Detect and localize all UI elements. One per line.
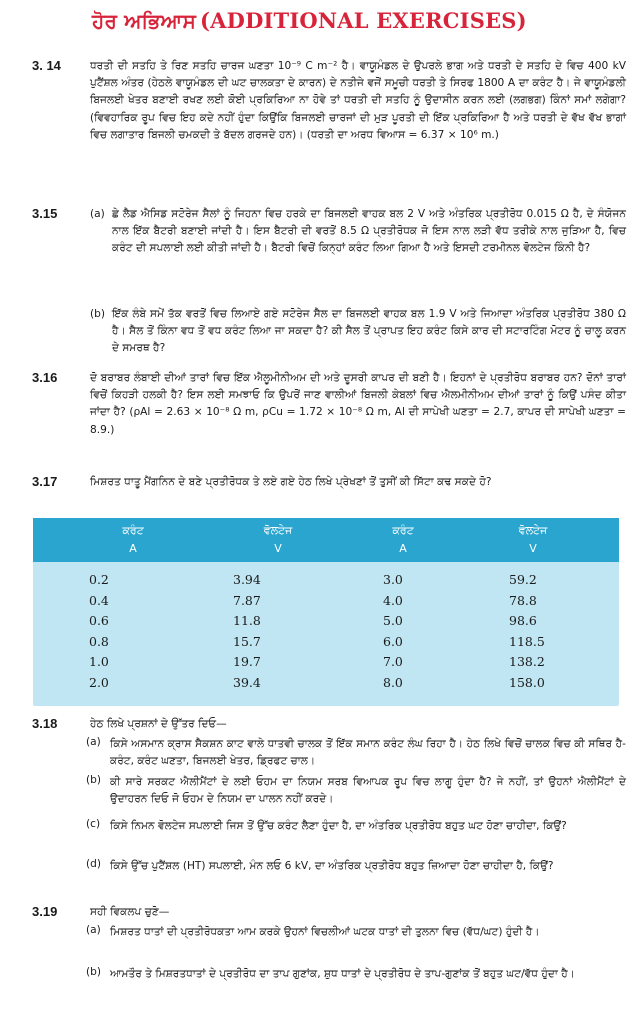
exercise-3-16 xyxy=(0,370,638,470)
exercise-number: 3.19 xyxy=(32,904,58,919)
table-cell: 118.5 xyxy=(509,633,545,649)
current-column-2 xyxy=(383,570,403,693)
header-voltage-1: ਵੋਲਟੇਜ V xyxy=(263,524,293,555)
exercise-text: ਮਿਸ਼ਰਤ ਧਾਤੂ ਮੈਂਗਨਿਨ ਦੇ ਬਣੇ ਪ੍ਰਤੀਰੋਧਕ ਤੇ ਲਏ ਗਏ ਹੇਠ ਲਿਖੇ ਪ੍ਰੇਖਣਾਂ ਤੋਂ ਤੁਸੀਂ ਕੀ ਸਿੱਟਾ ਕਢ ਸਕਦੇ ਹੋ? xyxy=(90,476,492,488)
table-cell: 7.0 xyxy=(383,654,403,669)
table-cell: 15.7 xyxy=(233,633,261,649)
table-cell: 3.94 xyxy=(233,572,261,587)
exercise-number: 3.18 xyxy=(32,716,58,731)
header-voltage-2: ਵੋਲਟੇਜ V xyxy=(518,524,548,555)
table-cell: 0.2 xyxy=(89,572,109,587)
exercise-3-19 xyxy=(0,904,638,1014)
table-cell: 39.4 xyxy=(233,674,261,690)
table-cell: 1.0 xyxy=(89,654,109,669)
voltage-column-1 xyxy=(233,570,261,693)
part-b-label: (b) xyxy=(86,774,101,786)
header-current-2: ਕਰੰਟ A xyxy=(392,524,414,555)
table-cell: 19.7 xyxy=(233,654,261,669)
exercise-3-17 xyxy=(0,474,638,514)
exercise-intro: ਸਹੀ ਵਿਕਲਪ ਚੁਣੋ— xyxy=(90,906,170,918)
table-cell: 3.0 xyxy=(383,572,403,587)
table-cell: 0.8 xyxy=(89,633,109,649)
part-a-label: (a) xyxy=(86,924,101,936)
heading-punjabi: ਹੋਰ ਅਭਿਆਸ xyxy=(92,9,197,33)
observation-table xyxy=(33,518,619,706)
part-a-label: (a) xyxy=(86,736,101,748)
part-b-label: (b) xyxy=(86,966,101,978)
table-cell: 78.8 xyxy=(509,592,537,608)
exercise-text: ਦੋ ਬਰਾਬਰ ਲੰਬਾਈ ਦੀਆਂ ਤਾਰਾਂ ਵਿਚ ਇੱਕ ਐਲੂਮੀਨੀਅਮ ਦੀ ਅਤੇ ਦੂਸਰੀ ਕਾਪਰ ਦੀ ਬਣੀ ਹੈ। ਇਹਨਾਂ ਦੇ ਪ੍ਰਤੀਰੋਧ ਬਰਾਬਰ ਹਨ? ਦੋਨਾਂ ਤਾਰਾਂ ਵਿਚੋਂ ਕਿਹੜੀ ਹਲਕੀ ਹੈ? ਇਸ ਲਈ ਸਮਝਾਓ ਕਿ ਉਪਰੋਂ ਜਾਣ ਵਾਲੀਆਂ ਬਿਜਲੀ ਕੇਬਲਾਂ ਵਿਚ ਐਲਮੀਨੀਅਮ ਦੀਆਂ ਤਾਰਾਂ ਨੂੰ ਕਿਉਂ ਪਸੰਦ ਕੀਤਾ ਜਾਂਦਾ ਹੈ? (ρAl = 2.63 × 10⁻⁸ Ω m, ρCu = 1.72 × 10⁻⁸ Ω m, Al ਦੀ ਸਾਪੇਖੀ ਘਣਤਾ = 2.7, ਕਾਪਰ ਦੀ ਸਾਪੇਖੀ ਘਣਤਾ = 8.9.) xyxy=(90,372,626,436)
table-cell: 6.0 xyxy=(383,633,403,649)
exercise-3-14 xyxy=(0,58,638,208)
current-column-1 xyxy=(89,570,109,693)
table-cell: 0.4 xyxy=(89,592,109,608)
table-cell: 0.6 xyxy=(89,613,109,628)
table-header xyxy=(33,518,619,562)
part-a-text: ਕਿਸੇ ਅਸਮਾਨ ਕ੍ਰਾਸ ਸੈਕਸ਼ਨ ਕਾਟ ਵਾਲੇ ਧਾਤਵੀ ਚਾਲਕ ਤੋਂ ਇੱਕ ਸਮਾਨ ਕਰੰਟ ਲੰਘ ਰਿਹਾ ਹੈ। ਹੇਠ ਲਿਖੇ ਵਿਚੋਂ ਚਾਲਕ ਵਿਚ ਕੀ ਸਥਿਰ ਹੈ- ਕਰੰਟ, ਕਰੰਟ ਘਣਤਾ, ਬਿਜਲਈ ਖੇਤਰ, ਡ੍ਰਿਫਟ ਚਾਲ। xyxy=(110,738,626,768)
table-cell: 59.2 xyxy=(509,572,537,587)
table-cell: 4.0 xyxy=(383,592,403,608)
table-cell: 98.6 xyxy=(509,613,537,628)
part-b-text: ਕੀ ਸਾਰੇ ਸਰਕਟ ਐਲੀਮੈਂਟਾਂ ਦੇ ਲਈ ਓਹਮ ਦਾ ਨਿਯਮ ਸਰਬ ਵਿਆਪਕ ਰੂਪ ਵਿਚ ਲਾਗੂ ਹੁੰਦਾ ਹੈ? ਜੇ ਨਹੀਂ, ਤਾਂ ਉਹਨਾਂ ਐਲੀਮੈਂਟਾਂ ਦੇ ਉਦਾਹਰਨ ਦਿਓ ਜੋ ਓਹਮ ਦੇ ਨਿਯਮ ਦਾ ਪਾਲਨ ਨਹੀਂ ਕਰਦੇ। xyxy=(110,776,626,806)
heading-english: (ADDITIONAL EXERCISES) xyxy=(200,8,527,33)
table-cell: 2.0 xyxy=(89,674,109,690)
part-label: (b) xyxy=(90,308,105,320)
table-cell: 138.2 xyxy=(509,654,545,669)
header-current-1: ਕਰੰਟ A xyxy=(122,524,144,555)
voltage-column-2 xyxy=(509,570,545,693)
section-heading xyxy=(92,8,592,48)
exercise-number: 3.15 xyxy=(32,206,58,221)
part-c-label: (c) xyxy=(86,818,101,830)
table-cell: 11.8 xyxy=(233,613,261,628)
exercise-number: 3.16 xyxy=(32,370,58,385)
part-d-label: (d) xyxy=(86,858,101,870)
exercise-text: ਧਰਤੀ ਦੀ ਸਤਹਿ ਤੇ ਰਿਣ ਸਤਹਿ ਚਾਰਜ ਘਣਤਾ 10⁻⁹ C m⁻² ਹੈ। ਵਾਯੂਮੰਡਲ ਦੇ ਉਪਰਲੇ ਭਾਗ ਅਤੇ ਧਰਤੀ ਦੇ ਸਤਹਿ ਦੇ ਵਿਚ 400 kV ਪੁਟੈਂਸ਼ਲ ਅੰਤਰ (ਹੇਠਲੇ ਵਾਯੂਮੰਡਲ ਦੀ ਘਟ ਚਾਲਕਤਾ ਦੇ ਕਾਰਨ) ਦੇ ਨਤੀਜੇ ਵਜੋਂ ਸਮੂਚੀ ਧਰਤੀ ਤੇ ਸਿਰਫ 1800 A ਦਾ ਕਰੰਟ ਹੈ। ਜੇ ਵਾਯੂਮੰਡਲੀ ਬਿਜਲਈ ਖੇਤਰ ਬਣਾਈ ਰਖਣ ਲਈ ਕੋਈ ਪ੍ਰਕਿਰਿਆ ਨਾ ਹੋਵੇ ਤਾਂ ਧਰਤੀ ਦੀ ਸਤਹਿ ਨੂੰ ਉਦਾਸੀਨ ਕਰਨ ਲਈ (ਲਗਭਗ) ਕਿੰਨਾਂ ਸਮਾਂ ਲਗੇਗਾ? (ਵਿਵਹਾਰਿਕ ਰੂਪ ਵਿਚ ਇਹ ਕਦੇ ਨਹੀਂ ਹੁੰਦਾ ਕਿਉਂਕਿ ਬਿਜਲਈ ਚਾਰਜਾਂ ਦੀ ਮੁੜ ਪੂਰਤੀ ਦੀ ਇੱਕ ਪ੍ਰਕਿਰਿਆ ਹੈ ਅਤੇ ਧਰਤੀ ਦੇ ਵੱਖ ਵੱਖ ਭਾਗਾਂ ਵਿਚ ਲਗਾਤਾਰ ਬਿਜਲੀ ਚਮਕਦੀ ਤੇ ਬੱਦਲ ਗਰਜਦੇ ਹਨ)। (ਧਰਤੀ ਦਾ ਅਰਧ ਵਿਆਸ = 6.37 × 10⁶ m.) xyxy=(90,60,626,141)
part-a xyxy=(90,206,626,308)
table-cell: 158.0 xyxy=(509,674,545,690)
exercise-3-15 xyxy=(0,206,638,366)
part-b xyxy=(90,306,626,360)
part-label: (a) xyxy=(90,208,105,220)
part-text: ਇੱਕ ਲੰਬੇ ਸਮੇਂ ਤੱਕ ਵਰਤੋਂ ਵਿਚ ਲਿਆਏ ਗਏ ਸਟੋਰੇਜ ਸੈਲ ਦਾ ਬਿਜਲਈ ਵਾਹਕ ਬਲ 1.9 V ਅਤੇ ਜਿਆਦਾ ਅੰਤਰਿਕ ਪ੍ਰਤੀਰੋਧ 380 Ω ਹੈ। ਸੈਲ ਤੋਂ ਕਿੰਨਾ ਵਧ ਤੋਂ ਵਧ ਕਰੰਟ ਲਿਆ ਜਾ ਸਕਦਾ ਹੈ? ਕੀ ਸੈਲ ਤੋਂ ਪ੍ਰਾਪਤ ਇਹ ਕਰੰਟ ਕਿਸੇ ਕਾਰ ਦੀ ਸਟਾਰਟਿੰਗ ਮੋਟਰ ਨੂੰ ਚਾਲੂ ਕਰਨ ਦੇ ਸਮਰਥ ਹੈ? xyxy=(112,308,626,355)
part-c-text: ਕਿਸੇ ਨਿਮਨ ਵੋਲਟੇਜ ਸਪਲਾਈ ਜਿਸ ਤੋਂ ਉੱਚ ਕਰੰਟ ਲੈਣਾ ਹੁੰਦਾ ਹੈ, ਦਾ ਅੰਤਰਿਕ ਪ੍ਰਤੀਰੋਧ ਬਹੁਤ ਘਟ ਹੋਣਾ ਚਾਹੀਦਾ, ਕਿਉਂ? xyxy=(110,820,567,832)
table-cell: 7.87 xyxy=(233,592,261,608)
exercise-number: 3.17 xyxy=(32,474,58,489)
part-text: ਛੇ ਲੈਡ ਐਸਿਡ ਸਟੋਰੇਜ ਸੈਲਾਂ ਨੂੰ ਜਿਹਨਾ ਵਿਚ ਹਰਕੇ ਦਾ ਬਿਜਲਈ ਵਾਹਕ ਬਲ 2 V ਅਤੇ ਅੰਤਰਿਕ ਪ੍ਰਤੀਰੋਧ 0.015 Ω ਹੈ, ਦੇ ਸੰਯੋਜਨ ਨਾਲ ਇੱਕ ਬੈਟਰੀ ਬਣਾਈ ਜਾਂਦੀ ਹੈ। ਇਸ ਬੈਟਰੀ ਦੀ ਵਰਤੋਂ 8.5 Ω ਪ੍ਰਤੀਰੋਧਕ ਜੋ ਇਸ ਨਾਲ ਲੜੀ ਵੱਧ ਤਰੀਕੇ ਨਾਲ ਜੁੜਿਆ ਹੈ, ਵਿਚ ਕਰੰਟ ਦੀ ਸਪਲਾਈ ਲਈ ਕੀਤੀ ਜਾਂਦੀ ਹੈ। ਬੈਟਰੀ ਵਿਚੋਂ ਕਿਨ੍ਹਾਂ ਕਰੰਟ ਲਿਆ ਗਿਆ ਹੈ ਅਤੇ ਇਸਦੀ ਟਰਮੀਨਲ ਵੋਲਟੇਜ ਕਿੰਨੀ ਹੈ? xyxy=(112,208,626,255)
exercise-3-18 xyxy=(0,716,638,902)
table-cell: 5.0 xyxy=(383,613,403,628)
table-cell: 8.0 xyxy=(383,674,403,690)
exercise-intro: ਹੇਠ ਲਿਖੇ ਪ੍ਰਸ਼ਨਾਂ ਦੇ ਉੱਤਰ ਦਿਓ— xyxy=(90,718,227,730)
part-a-text: ਮਿਸ਼ਰਤ ਧਾਤਾਂ ਦੀ ਪ੍ਰਤੀਰੋਧਕਤਾ ਆਮ ਕਰਕੇ ਉਹਨਾਂ ਵਿਚਲੀਆਂ ਘਟਕ ਧਾਤਾਂ ਦੀ ਤੁਲਨਾ ਵਿਚ (ਵੱਧ/ਘਟ) ਹੁੰਦੀ ਹੈ। xyxy=(110,926,540,938)
exercise-number: 3. 14 xyxy=(32,58,61,73)
part-d-text: ਕਿਸੇ ਉੱਚ ਪੁਟੈਂਸ਼ਲ (HT) ਸਪਲਾਈ, ਮੰਨ ਲਓ 6 kV, ਦਾ ਅੰਤਰਿਕ ਪ੍ਰਤੀਰੋਧ ਬਹੁਤ ਜ਼ਿਆਦਾ ਹੋਣਾ ਚਾਹੀਦਾ ਹੈ, ਕਿਉਂ? xyxy=(110,860,554,872)
part-b-text: ਆਮਤੌਰ ਤੇ ਮਿਸ਼ਰਤਧਾਤਾਂ ਦੇ ਪ੍ਰਤੀਰੋਧ ਦਾ ਤਾਪ ਗੁਣਾਂਕ, ਸ਼ੁਧ ਧਾਤਾਂ ਦੇ ਪ੍ਰਤੀਰੋਧ ਦੇ ਤਾਪ-ਗੁਣਾਂਕ ਤੋਂ ਬਹੁਤ ਘਟ/ਵੱਧ ਹੁੰਦਾ ਹੈ। xyxy=(110,968,575,980)
